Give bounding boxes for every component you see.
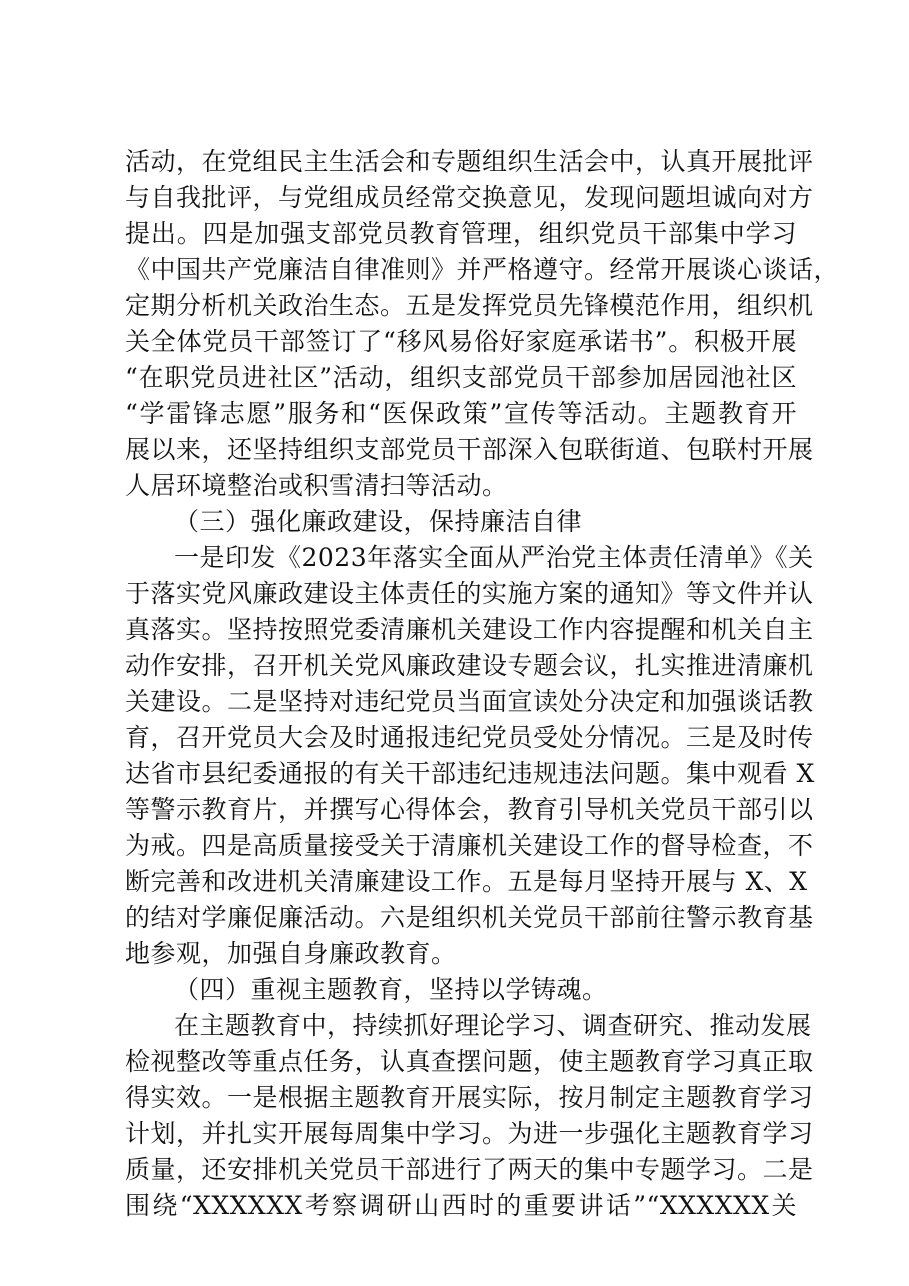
body-text-line: 断完善和改进机关清廉建设工作。五是每月坚持开展与 X、X (125, 867, 808, 896)
body-text-line: 关建设。二是坚持对违纪党员当面宣读处分决定和加强谈话教 (125, 687, 814, 716)
body-text-line: 真落实。坚持按照党委清廉机关建设工作内容提醒和机关自主 (125, 615, 814, 644)
body-text-line: 为戒。四是高质量接受关于清廉机关建设工作的督导检查，不 (125, 831, 814, 860)
body-text-line: 的结对学廉促廉活动。六是组织机关党员干部前往警示教育基 (125, 903, 814, 932)
body-text-line: 一是印发《2023年落实全面从严治党主体责任清单》《关 (174, 543, 814, 572)
body-text-line: 育，召开党员大会及时通报违纪党员受处分情况。三是及时传 (125, 723, 814, 752)
section-heading: （三）强化廉政建设，保持廉洁自律 (174, 507, 583, 536)
body-text-line: 地参观，加强自身廉政教育。 (125, 939, 457, 968)
body-text-line: 提出。四是加强支部党员教育管理，组织党员干部集中学习 (125, 219, 797, 248)
body-text-line: 与自我批评，与党组成员经常交换意见，发现问题坦诚向对方 (125, 183, 814, 212)
body-text-line: 质量，还安排机关党员干部进行了两天的集中专题学习。二是 (125, 1155, 814, 1184)
section-heading: （四）重视主题教育，坚持以学铸魂。 (174, 975, 608, 1004)
body-text-line: 得实效。一是根据主题教育开展实际，按月制定主题教育学习 (125, 1083, 814, 1112)
body-text-line: “在职党员进社区”活动，组织支部党员干部参加居园池社区 (125, 363, 797, 392)
body-text-line: 等警示教育片，并撰写心得体会，教育引导机关党员干部引以 (125, 795, 814, 824)
body-text-line: 围绕“XXXXXX考察调研山西时的重要讲话”“XXXXXX关 (125, 1191, 797, 1220)
body-text-line: 达省市县纪委通报的有关干部违纪违规违法问题。集中观看 X (125, 759, 815, 788)
body-text-line: 计划，并扎实开展每周集中学习。为进一步强化主题教育学习 (125, 1119, 814, 1148)
body-text-line: 《中国共产党廉洁自律准则》并严格遵守。经常开展谈心谈话， (125, 255, 840, 284)
body-text-line: 动作安排，召开机关党风廉政建设专题会议，扎实推进清廉机 (125, 651, 814, 680)
body-text-line: 在主题教育中，持续抓好理论学习、调查研究、推动发展 (174, 1011, 812, 1040)
body-text-line: 于落实党风廉政建设主体责任的实施方案的通知》等文件并认 (125, 579, 814, 608)
body-text-line: 展以来，还坚持组织支部党员干部深入包联街道、包联村开展 (125, 435, 814, 464)
body-text-line: 检视整改等重点任务，认真查摆问题，使主题教育学习真正取 (125, 1047, 814, 1076)
body-text-line: “学雷锋志愿”服务和“医保政策”宣传等活动。主题教育开 (125, 399, 797, 428)
body-text-line: 定期分析机关政治生态。五是发挥党员先锋模范作用，组织机 (125, 291, 814, 320)
body-text-line: 人居环境整治或积雪清扫等活动。 (125, 471, 508, 500)
body-text-line: 关全体党员干部签订了“移风易俗好家庭承诺书”。积极开展 (125, 327, 797, 356)
body-text-line: 活动，在党组民主生活会和专题组织生活会中，认真开展批评 (125, 147, 814, 176)
